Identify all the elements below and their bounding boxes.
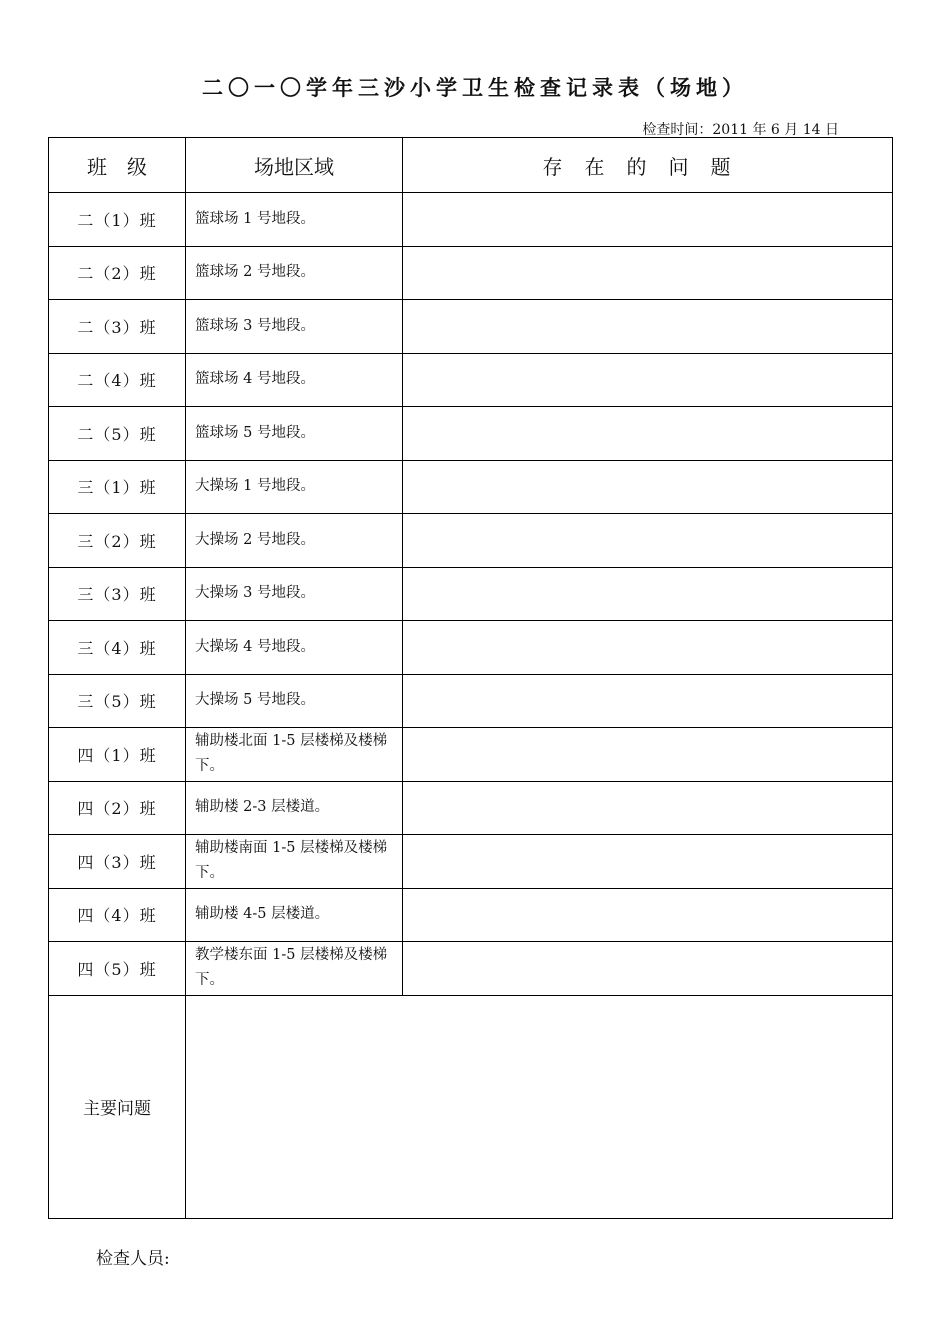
issue-cell[interactable] [403,300,893,354]
class-cell: 二（3）班 [49,300,186,354]
issue-cell[interactable] [403,621,893,675]
class-cell: 二（1）班 [49,193,186,247]
area-cell: 教学楼东面 1-5 层楼梯及楼梯下。 [186,942,403,996]
area-cell: 大操场 2 号地段。 [186,514,403,568]
issue-cell[interactable] [403,888,893,942]
header-issues: 存在的问题 [403,138,893,193]
area-cell: 大操场 3 号地段。 [186,567,403,621]
issue-cell[interactable] [403,353,893,407]
table-row [49,246,893,300]
area-cell: 篮球场 2 号地段。 [186,246,403,300]
issue-cell[interactable] [403,835,893,889]
class-cell: 三（4）班 [49,621,186,675]
table-row [49,353,893,407]
class-cell: 四（5）班 [49,942,186,996]
area-cell: 篮球场 5 号地段。 [186,407,403,461]
summary-field[interactable] [186,995,893,1218]
table-row [49,567,893,621]
summary-label: 主要问题 [49,995,186,1218]
class-cell: 四（3）班 [49,835,186,889]
area-cell: 篮球场 4 号地段。 [186,353,403,407]
table-row [49,407,893,461]
issue-cell[interactable] [403,514,893,568]
area-cell: 篮球场 1 号地段。 [186,193,403,247]
issue-cell[interactable] [403,407,893,461]
class-cell: 三（5）班 [49,674,186,728]
table-row [49,514,893,568]
area-cell: 大操场 5 号地段。 [186,674,403,728]
issue-cell[interactable] [403,674,893,728]
table-row [49,300,893,354]
table-row [49,460,893,514]
issue-cell[interactable] [403,246,893,300]
class-cell: 二（4）班 [49,353,186,407]
issue-cell[interactable] [403,460,893,514]
table-row [49,942,893,996]
summary-row [49,995,893,1218]
page-title: 二〇一〇学年三沙小学卫生检查记录表（场地） [202,75,748,100]
area-cell: 辅助楼北面 1-5 层楼梯及楼梯下。 [186,728,403,782]
class-cell: 四（4）班 [49,888,186,942]
table-row [49,728,893,782]
class-cell: 三（2）班 [49,514,186,568]
issue-cell[interactable] [403,193,893,247]
inspector-label: 检查人员: [96,1249,170,1269]
issue-cell[interactable] [403,781,893,835]
inspection-table [48,137,893,1219]
area-cell: 辅助楼 2-3 层楼道。 [186,781,403,835]
table-row [49,674,893,728]
issue-cell[interactable] [403,728,893,782]
class-cell: 三（3）班 [49,567,186,621]
header-class: 班 级 [49,138,186,193]
area-cell: 辅助楼 4-5 层楼道。 [186,888,403,942]
table-row [49,781,893,835]
class-cell: 三（1）班 [49,460,186,514]
table-row [49,888,893,942]
area-cell: 大操场 4 号地段。 [186,621,403,675]
table-header-row [49,138,893,193]
class-cell: 四（1）班 [49,728,186,782]
issue-cell[interactable] [403,942,893,996]
area-cell: 篮球场 3 号地段。 [186,300,403,354]
class-cell: 四（2）班 [49,781,186,835]
area-cell: 辅助楼南面 1-5 层楼梯及楼梯下。 [186,835,403,889]
check-date: 检查时间：2011 年 6 月 14 日 [642,122,839,138]
class-cell: 二（2）班 [49,246,186,300]
table-row [49,193,893,247]
table-row [49,621,893,675]
area-cell: 大操场 1 号地段。 [186,460,403,514]
issue-cell[interactable] [403,567,893,621]
table-row [49,835,893,889]
header-area: 场地区域 [186,138,403,193]
class-cell: 二（5）班 [49,407,186,461]
